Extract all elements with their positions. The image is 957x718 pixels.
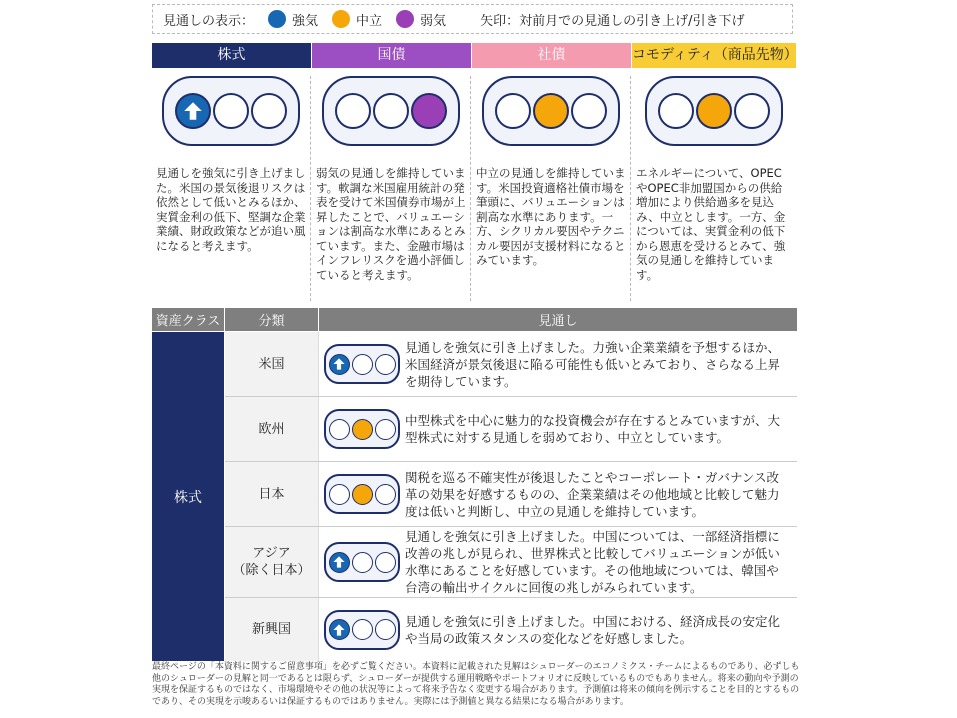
traffic-light-icon: [324, 474, 400, 514]
light-right-icon: [375, 552, 396, 573]
traffic-light-icon: [324, 344, 400, 384]
light-left-icon: [329, 484, 350, 505]
row-signal: [319, 598, 405, 661]
column-corp-bond-title: 社債: [472, 43, 631, 68]
column-equity-title: 株式: [152, 43, 311, 68]
weak-dot-icon: [396, 10, 414, 28]
legend: [152, 4, 793, 34]
up-arrow-icon: [332, 555, 346, 569]
legend-neutral-label: 中立: [356, 13, 383, 29]
light-middle-icon: [352, 354, 373, 375]
table-row: [225, 527, 797, 598]
column-govt-bond-title: 国債: [312, 43, 471, 68]
column-commodity-body: [632, 76, 796, 301]
light-right-icon: [375, 354, 396, 375]
light-right-icon: [375, 419, 396, 440]
header-asset-class: 資産クラス: [152, 308, 225, 331]
light-middle-icon: [352, 619, 373, 640]
light-left-icon: [335, 93, 371, 129]
column-equity-body: [152, 76, 311, 301]
column-equity-text: 見通しを強気に引き上げました。米国の景気後退リスクは依然として低いとみるほか、実質金利の低下、堅調な企業業績、財政政策などが追い風になると考えます。: [156, 166, 306, 253]
column-corp-bond-body: [472, 76, 631, 301]
row-signal: [319, 527, 405, 597]
up-arrow-icon: [332, 357, 346, 371]
row-category: 米国: [225, 332, 319, 396]
traffic-light-icon: [482, 76, 620, 146]
row-outlook-text: 見通しを強気に引き上げました。力強い企業業績を予想するほか、米国経済が景気後退に陥る可能性も低いとみており、さらなる上昇を期待しています。: [405, 339, 781, 389]
light-left-icon: [329, 354, 350, 375]
light-right-icon: [375, 619, 396, 640]
light-middle-icon: [352, 419, 373, 440]
traffic-light-icon: [322, 76, 460, 146]
light-right-icon: [571, 93, 607, 129]
light-right-icon: [251, 93, 287, 129]
traffic-light-icon: [324, 409, 400, 449]
asset-class-equity: 株式: [152, 332, 224, 661]
header-category: 分類: [225, 308, 319, 331]
column-equity: [152, 43, 311, 301]
column-govt-bond-text: 弱気の見通しを維持しています。軟調な米国雇用統計の発表を受けて米国債券市場が上昇したことで、バリュエーションは割高な水準にあるとみています。また、金融市場はインフレリスクを過小評価していると考えます。: [316, 166, 466, 282]
row-outlook-text: 見通しを強気に引き上げました。中国については、一部経済指標に改善の兆しが見られ、世界株式と比較してバリュエーションが低い水準にあることを好感しています。その他地域については、韓国や台湾の輸出サイクルに回復の兆しがみられています。: [405, 529, 780, 595]
neutral-dot-icon: [332, 10, 350, 28]
column-corp-bond: [472, 43, 631, 301]
row-outlook-text: 中型株式を中心に魅力的な投資機会が存在するとみていますが、大型株式に対する見通しを弱めており、中立としています。: [405, 413, 781, 445]
light-middle-icon: [533, 93, 569, 129]
table-header: [152, 308, 797, 331]
strong-dot-icon: [268, 10, 286, 28]
light-left-icon: [658, 93, 694, 129]
legend-label: 見通しの表示：: [163, 13, 255, 29]
column-corp-bond-text: 中立の見通しを維持しています。米国投資適格社債市場を筆頭に、バリュエーションは割高な水準にあります。一方、シクリカル要因やテクニカル要因が支援材料になるとみています。: [476, 166, 626, 267]
row-signal: [319, 332, 405, 396]
traffic-light-icon: [324, 610, 400, 650]
legend-neutral: [332, 10, 382, 29]
row-outlook-text: 見通しを強気に引き上げました。中国における、経済成長の安定化や当局の政策スタンスの変化などを好感しました。: [405, 613, 781, 646]
legend-strong-label: 強気: [292, 13, 319, 29]
light-middle-icon: [352, 484, 373, 505]
light-middle-icon: [373, 93, 409, 129]
legend-arrow-note: 矢印：対前月での見通しの引き上げ/引き下げ: [480, 13, 745, 29]
legend-weak: [396, 10, 446, 29]
column-commodity: [632, 43, 796, 301]
up-arrow-icon: [332, 623, 346, 637]
light-middle-icon: [213, 93, 249, 129]
light-right-icon: [734, 93, 770, 129]
up-arrow-icon: [182, 100, 204, 122]
traffic-light-icon: [162, 76, 300, 146]
column-commodity-title: コモディティ（商品先物）: [632, 43, 796, 68]
row-category: 欧州: [225, 397, 319, 461]
row-signal: [319, 462, 405, 526]
light-left-icon: [329, 419, 350, 440]
table-row: [225, 462, 797, 527]
row-category: 新興国: [225, 598, 319, 661]
traffic-light-icon: [645, 76, 783, 146]
column-govt-bond: [312, 43, 471, 301]
column-commodity-text: エネルギーについて、OPECやOPEC非加盟国からの供給増加により供給過多を見込み、中立とします。一方、金については、実質金利の低下から恩恵を受けるとみて、強気の見通しを維持しています。: [636, 166, 786, 282]
light-left-icon: [329, 619, 350, 640]
row-category: 日本: [225, 462, 319, 526]
light-right-icon: [375, 484, 396, 505]
light-left-icon: [175, 93, 211, 129]
table-row: [225, 332, 797, 397]
table-row: [225, 397, 797, 462]
disclaimer-footer: 最終ページの「本資料に関するご留意事項」を必ずご覧ください。本資料に記載された見解はシュローダーのエコノミクス・チームによるものであり、必ずしも他のシュローダーの見解と同一であるとは限らず、シュローダーが提供する運用戦略やポートフォリオに反映しているものでもありません。将来の動向や予測の実現を保証するものではなく、市場環境やその他の状況等によって将来予告なく変更する場合があります。予測値は将来の傾向を例示することを目的とするものであり、その実現を示唆あるいは保証するものではありません。実際には予測値と異なる結果になる場合があります。: [152, 662, 800, 707]
light-left-icon: [329, 552, 350, 573]
table-row: [225, 598, 797, 661]
light-left-icon: [495, 93, 531, 129]
legend-strong: [268, 10, 318, 29]
row-signal: [319, 397, 405, 461]
row-outlook-text: 関税を巡る不確実性が後退したことやコーポレート・ガバナンス改革の効果を好感するものの、企業業績はその他地域と比較して魅力度は低いと判断し、中立の見通しを維持しています。: [405, 469, 780, 519]
light-middle-icon: [696, 93, 732, 129]
header-outlook: 見通し: [538, 314, 578, 329]
legend-weak-label: 弱気: [420, 13, 447, 29]
traffic-light-icon: [324, 542, 400, 582]
light-right-icon: [411, 93, 447, 129]
column-govt-bond-body: [312, 76, 471, 301]
row-category: アジア （除く日本）: [225, 527, 319, 597]
light-middle-icon: [352, 552, 373, 573]
